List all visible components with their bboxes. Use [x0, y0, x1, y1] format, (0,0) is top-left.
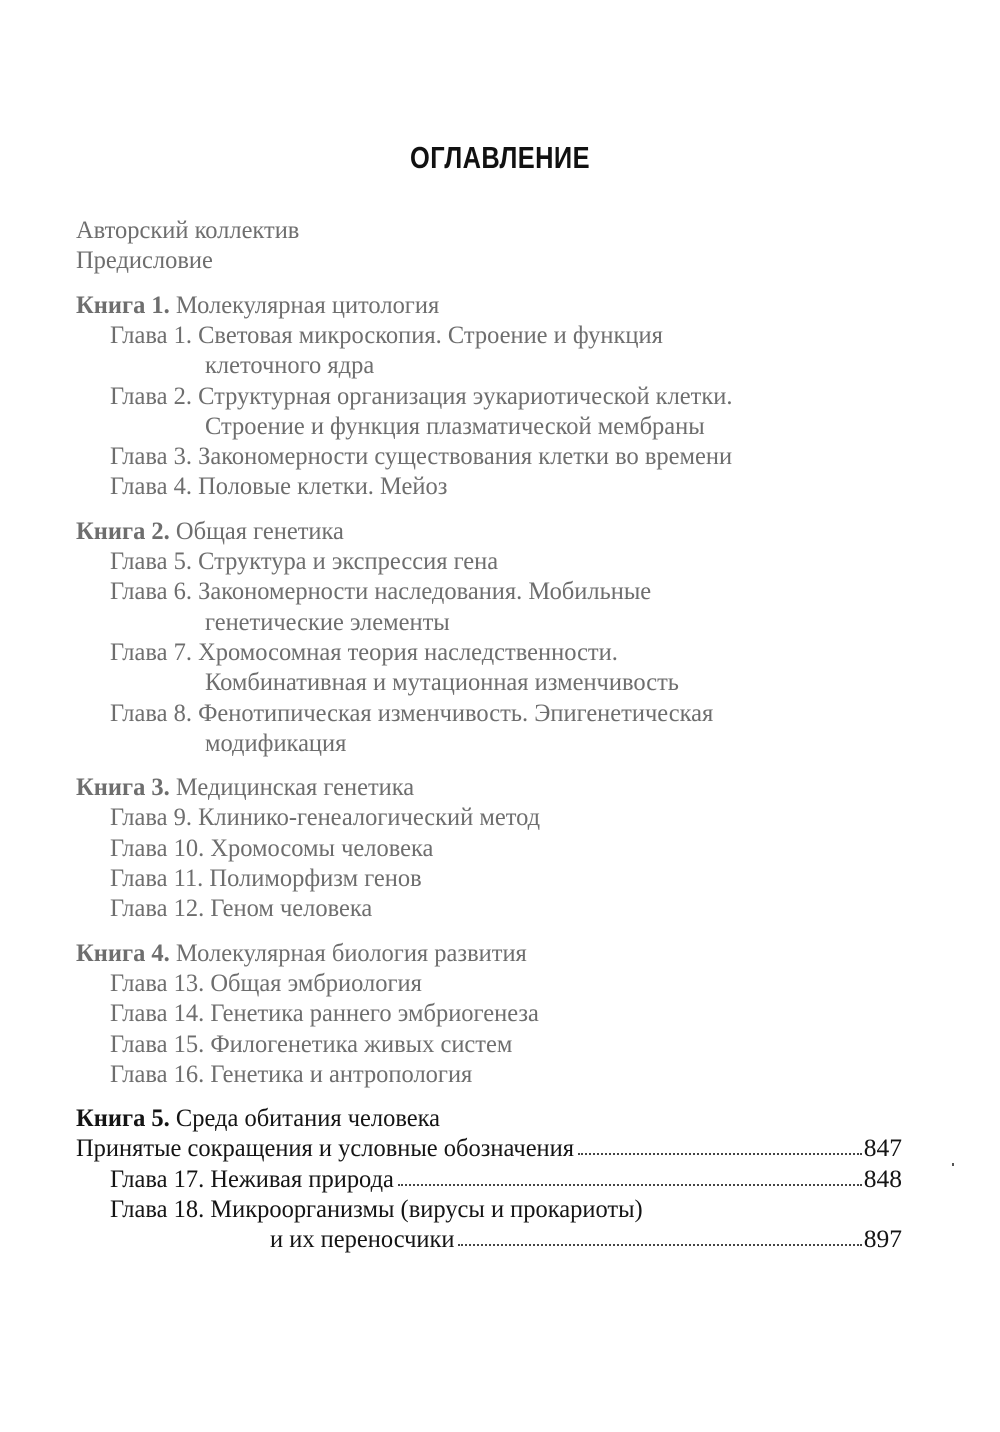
- front-matter-item: Авторский коллектив: [76, 215, 300, 244]
- chapter-title: Половые клетки. Мейоз: [198, 471, 448, 501]
- book-title: Молекулярная цитология: [175, 289, 440, 319]
- dot-leader: [578, 1153, 862, 1155]
- chapter-line: [110, 471, 447, 501]
- chapter-line: [110, 998, 539, 1028]
- chapter-title: Геном человека: [210, 893, 373, 923]
- front-matter-item: Предисловие: [76, 245, 213, 275]
- chapter-title: Полиморфизм генов: [209, 863, 422, 892]
- chapter-title: Генетика раннего эмбриогенеза: [210, 998, 539, 1028]
- book-heading: [76, 1103, 440, 1133]
- chapter-label: Глава 5.: [110, 546, 192, 575]
- chapter-label: Глава 2.: [110, 380, 192, 410]
- book-label: Книга 4.: [76, 937, 170, 967]
- page-number: 897: [863, 1224, 902, 1253]
- chapter-line: [110, 1029, 512, 1059]
- chapter-line: [110, 698, 713, 728]
- chapter-title: Хромосомы человека: [210, 832, 434, 862]
- book-heading: [76, 290, 439, 320]
- chapter-label: Глава 4.: [110, 471, 192, 501]
- chapter-line: [76, 1133, 574, 1163]
- page-leader: [458, 1224, 902, 1254]
- chapter-label: Глава 10.: [110, 832, 205, 862]
- chapter-line: [110, 802, 540, 832]
- book-title: Общая генетика: [175, 515, 344, 545]
- chapter-line: [205, 411, 705, 441]
- chapter-title: генетические элементы: [205, 606, 450, 636]
- book-heading: [76, 938, 527, 968]
- scan-speck: [952, 1163, 954, 1166]
- chapter-label: Глава 14.: [110, 998, 205, 1028]
- chapter-title: Световая микроскопия. Строение и функция: [198, 319, 663, 349]
- chapter-title: клеточного ядра: [205, 350, 375, 380]
- chapter-line: [110, 320, 663, 350]
- book-title: Медицинская генетика: [175, 772, 415, 802]
- chapter-title: Генетика и антропология: [210, 1058, 473, 1088]
- chapter-line: [110, 968, 422, 998]
- chapter-line: [205, 350, 374, 380]
- chapter-label: Глава 8.: [110, 697, 192, 727]
- chapter-line: [110, 576, 651, 606]
- chapter-line: [110, 833, 433, 863]
- chapter-title: Микроорганизмы (вирусы и прокариоты): [210, 1194, 643, 1223]
- chapter-line: [205, 607, 450, 637]
- book-label: Книга 2.: [76, 515, 170, 545]
- chapter-title: Клинико-генеалогический метод: [198, 802, 541, 832]
- page-number: 847: [863, 1133, 902, 1162]
- chapter-label: Глава 3.: [110, 441, 192, 471]
- chapter-label: Глава 9.: [110, 802, 192, 832]
- chapter-line: [110, 863, 422, 893]
- chapter-title: Структурная организация эукариотической клетки.: [198, 380, 733, 410]
- chapter-label: Глава 12.: [110, 893, 205, 923]
- chapter-title: Хромосомная теория наследственности.: [198, 636, 618, 666]
- dot-leader: [458, 1244, 861, 1246]
- chapter-label: Глава 18.: [110, 1194, 205, 1223]
- dot-leader: [398, 1184, 862, 1186]
- chapter-label: Глава 16.: [110, 1058, 205, 1088]
- chapter-line: [110, 1194, 643, 1224]
- chapter-line: [270, 1224, 454, 1254]
- chapter-title: модификация: [205, 727, 347, 757]
- chapter-label: Глава 7.: [110, 636, 192, 666]
- chapter-line: [110, 1164, 394, 1194]
- chapter-line: [110, 893, 372, 923]
- chapter-label: Глава 11.: [110, 863, 204, 892]
- book-title: Среда обитания человека: [175, 1103, 441, 1133]
- chapter-title: Структура и экспрессия гена: [198, 546, 499, 575]
- chapter-line: [205, 728, 346, 758]
- chapter-label: Глава 1.: [110, 319, 192, 349]
- chapter-label: Глава 6.: [110, 576, 192, 606]
- book-heading: [76, 772, 414, 802]
- page-leader: [398, 1164, 902, 1194]
- chapter-line: [110, 546, 498, 576]
- chapter-title: Общая эмбриология: [210, 967, 422, 997]
- book-heading: [76, 516, 344, 546]
- page-title: ОГЛАВЛЕНИЕ: [410, 140, 590, 175]
- book-label: Книга 1.: [76, 289, 170, 319]
- chapter-title: Неживая природа: [210, 1163, 394, 1193]
- chapter-label: Глава 15.: [110, 1028, 205, 1058]
- chapter-line: [205, 667, 679, 697]
- chapter-title: Принятые сокращения и условные обозначения: [76, 1133, 575, 1163]
- book-title: Молекулярная биология развития: [175, 937, 527, 967]
- chapter-title: Комбинативная и мутационная изменчивость: [205, 667, 679, 697]
- chapter-title: Строение и функция плазматической мембраны: [205, 410, 705, 440]
- chapter-title: Закономерности существования клетки во времени: [198, 441, 733, 471]
- chapter-title: Закономерности наследования. Мобильные: [198, 576, 652, 606]
- chapter-title: Филогенетика живых систем: [210, 1028, 513, 1058]
- chapter-line: [110, 1059, 472, 1089]
- chapter-line: [110, 441, 732, 471]
- book-label: Книга 5.: [76, 1103, 170, 1133]
- page-number: 848: [863, 1164, 902, 1193]
- page-leader: [578, 1133, 902, 1163]
- chapter-title: и их переносчики: [270, 1224, 455, 1254]
- book-label: Книга 3.: [76, 772, 170, 802]
- chapter-line: [110, 381, 732, 411]
- chapter-title: Фенотипическая изменчивость. Эпигенетическая: [198, 697, 714, 727]
- chapter-label: Глава 13.: [110, 967, 205, 997]
- chapter-label: Глава 17.: [110, 1163, 205, 1193]
- chapter-line: [110, 637, 618, 667]
